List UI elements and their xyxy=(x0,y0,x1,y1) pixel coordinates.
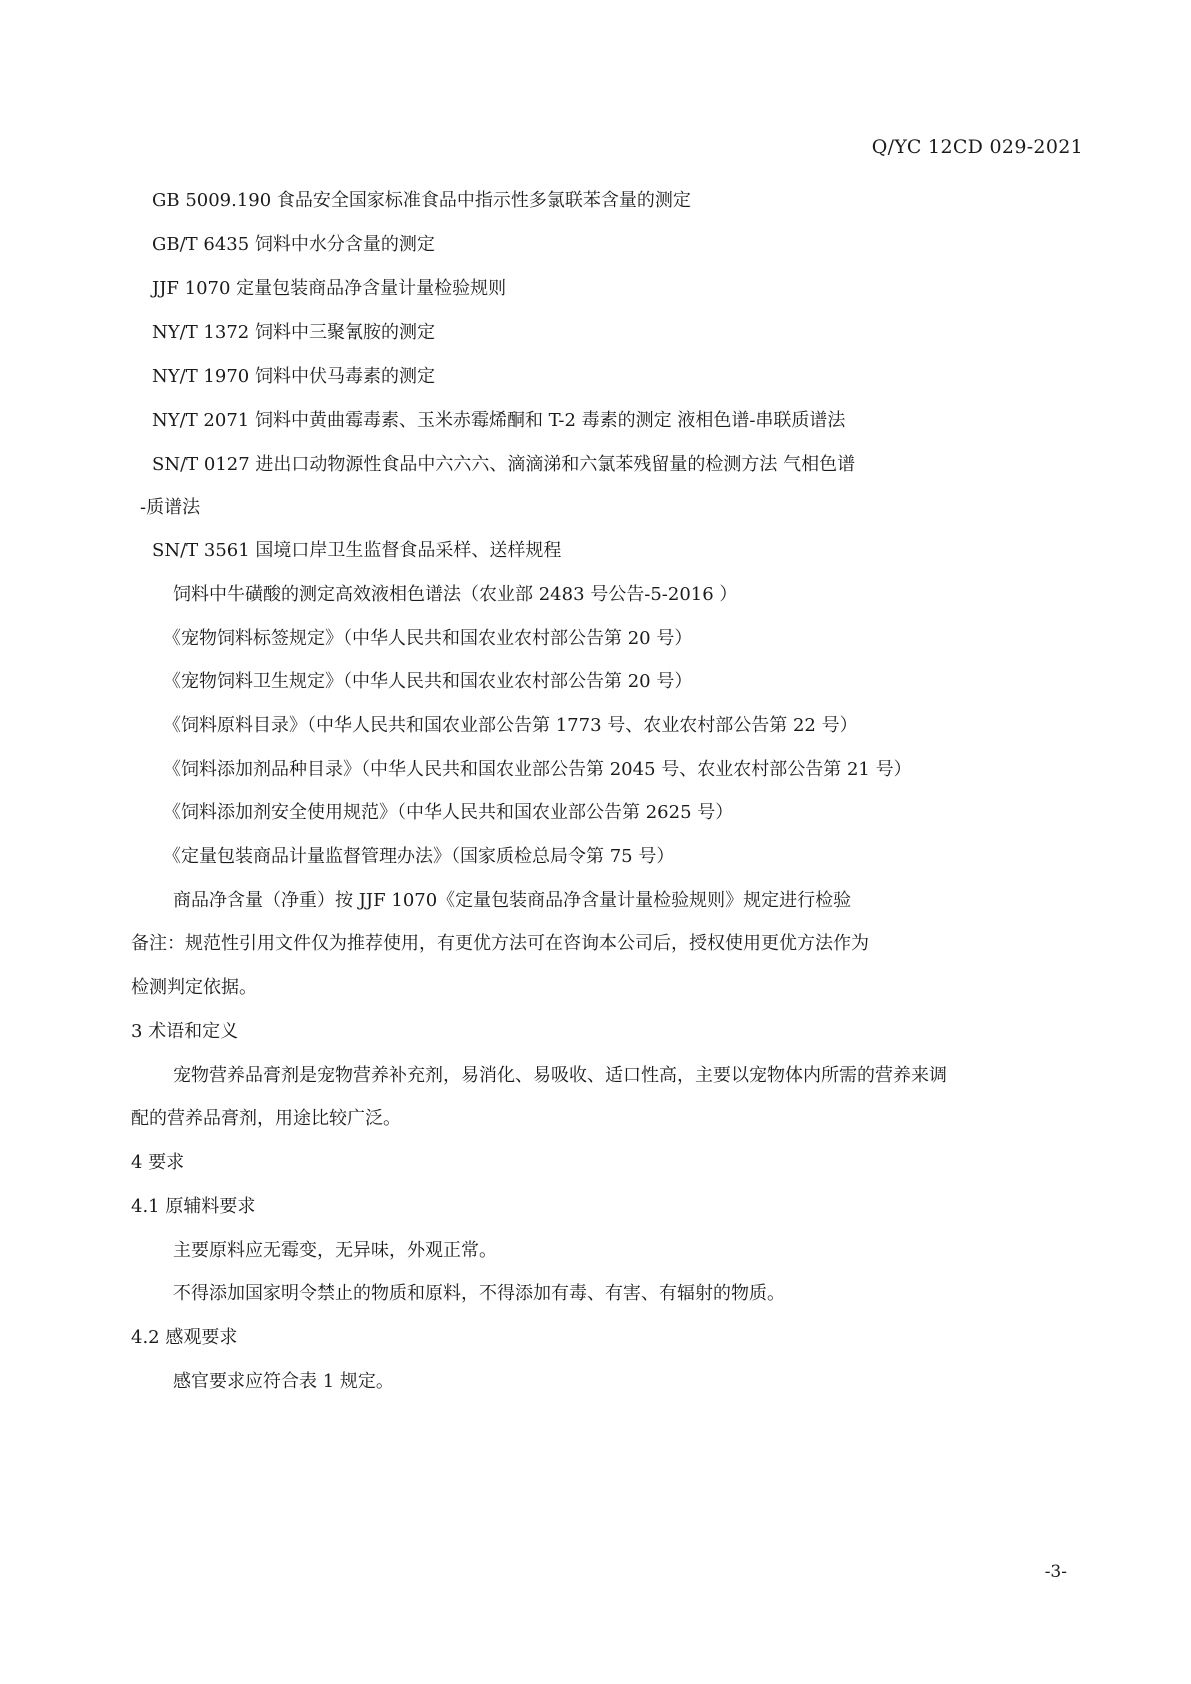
reference-pet-feed-hygiene-rules: 《宠物饲料卫生规定》（中华人民共和国农业农村部公告第 20 号） xyxy=(163,671,693,692)
reference-snt-0127-continued: -质谱法 xyxy=(140,497,201,518)
reference-gb-5009-190: GB 5009.190 食品安全国家标准食品中指示性多氯联苯含量的测定 xyxy=(152,190,691,211)
raw-material-requirement-2: 不得添加国家明令禁止的物质和原料，不得添加有毒、有害、有辐射的物质。 xyxy=(173,1283,785,1304)
reference-packaging-measures: 《定量包装商品计量监督管理办法》（国家质检总局令第 75 号） xyxy=(163,846,675,867)
page-number: -3- xyxy=(1044,1562,1067,1582)
reference-feed-additive-catalog: 《饲料添加剂品种目录》（中华人民共和国农业部公告第 2045 号、农业农村部公告第 21 号） xyxy=(163,759,912,780)
reference-nyt-2071: NY/T 2071 饲料中黄曲霉毒素、玉米赤霉烯酮和 T-2 毒素的测定 液相色谱-串联质谱法 xyxy=(152,410,846,431)
reference-snt-3561: SN/T 3561 国境口岸卫生监督食品采样、送样规程 xyxy=(152,540,562,561)
reference-taurine-method: 饲料中牛磺酸的测定高效液相色谱法（农业部 2483 号公告-5-2016 ） xyxy=(173,584,738,605)
reference-nyt-1970: NY/T 1970 饲料中伏马毒素的测定 xyxy=(152,366,435,387)
standard-code: Q/YC 12CD 029-2021 xyxy=(871,136,1083,158)
reference-snt-0127: SN/T 0127 进出口动物源性食品中六六六、滴滴涕和六氯苯残留量的检测方法 气相色谱 xyxy=(152,454,856,475)
note-paragraph-continued: 检测判定依据。 xyxy=(131,977,257,998)
reference-feed-additive-safety: 《饲料添加剂安全使用规范》（中华人民共和国农业部公告第 2625 号） xyxy=(163,802,734,823)
net-content-paragraph: 商品净含量（净重）按 JJF 1070《定量包装商品净含量计量检验规则》规定进行检验 xyxy=(173,890,852,911)
section-heading-4-2: 4.2 感观要求 xyxy=(131,1327,238,1348)
note-paragraph: 备注：规范性引用文件仅为推荐使用，有更优方法可在咨询本公司后，授权使用更优方法作为 xyxy=(131,933,869,954)
raw-material-requirement-1: 主要原料应无霉变，无异味，外观正常。 xyxy=(173,1240,497,1261)
reference-pet-feed-label-rules: 《宠物饲料标签规定》（中华人民共和国农业农村部公告第 20 号） xyxy=(163,628,693,649)
section-heading-4: 4 要求 xyxy=(131,1152,185,1173)
reference-feed-material-catalog: 《饲料原料目录》（中华人民共和国农业部公告第 1773 号、农业农村部公告第 22 号） xyxy=(163,715,858,736)
definition-paragraph-continued: 配的营养品膏剂，用途比较广泛。 xyxy=(131,1108,401,1129)
reference-nyt-1372: NY/T 1372 饲料中三聚氰胺的测定 xyxy=(152,322,435,343)
sensory-requirement-text: 感官要求应符合表 1 规定。 xyxy=(173,1371,394,1392)
reference-jjf-1070: JJF 1070 定量包装商品净含量计量检验规则 xyxy=(152,278,507,299)
section-heading-3: 3 术语和定义 xyxy=(131,1021,239,1042)
section-heading-4-1: 4.1 原辅料要求 xyxy=(131,1196,256,1217)
definition-paragraph: 宠物营养品膏剂是宠物营养补充剂，易消化、易吸收、适口性高，主要以宠物体内所需的营养来调 xyxy=(173,1065,947,1086)
reference-gbt-6435: GB/T 6435 饲料中水分含量的测定 xyxy=(152,234,435,255)
